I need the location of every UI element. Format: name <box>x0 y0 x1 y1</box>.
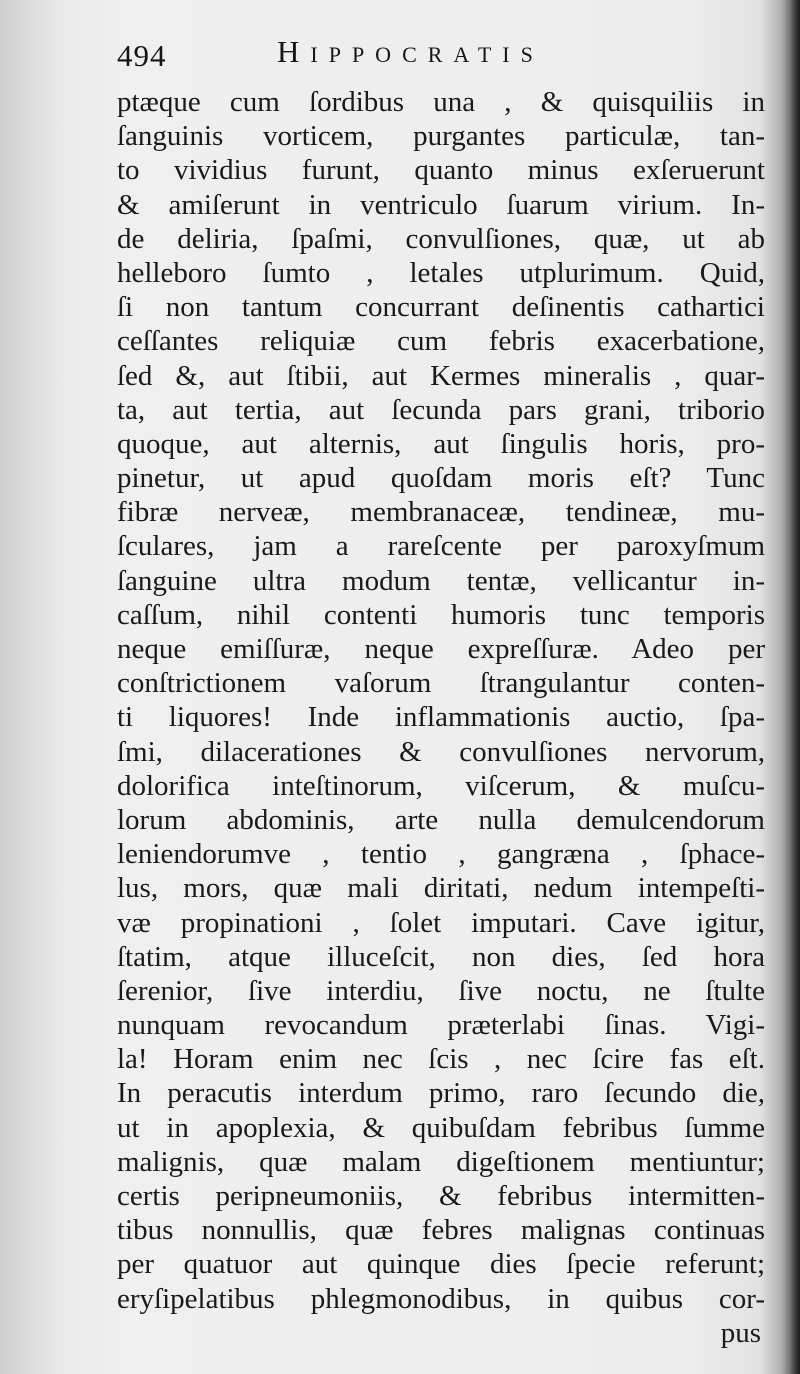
body-text <box>117 85 765 1350</box>
text-line: dolorifica inteſtinorum, viſcerum, & muſcu- <box>117 769 765 802</box>
text-line: quoque, aut alternis, aut ſingulis horis, pro- <box>117 427 765 460</box>
text-line: de deliria, ſpaſmi, convulſiones, quæ, ut ab <box>117 222 765 255</box>
text-line: tibus nonnullis, quæ febres malignas continuas <box>117 1214 765 1247</box>
page-number: 494 <box>117 38 167 73</box>
text-line: ſed &, aut ſtibii, aut Kermes mineralis , quar- <box>117 359 765 392</box>
text-line: helleboro ſumto , letales utplurimum. Quid, <box>117 256 765 289</box>
text-line: ſi non tantum concurrant deſinentis cathartici <box>117 291 765 324</box>
text-line: ptæque cum ſordibus una , & quisquiliis in <box>117 86 765 118</box>
text-line: neque emiſſuræ, neque expreſſuræ. Adeo per <box>117 633 765 665</box>
running-head: Hippocratis <box>277 34 544 69</box>
text-line: nunquam revocandum præterlabi ſinas. Vigi- <box>117 1009 765 1042</box>
text-line: eryſipelatibus phlegmonodibus, in quibus cor- <box>117 1282 765 1315</box>
text-line: ſculares, jam a rareſcente per paroxyſmum <box>117 530 765 563</box>
text-line: malignis, quæ malam digeſtionem mentiuntur; <box>117 1145 765 1178</box>
text-line: fibræ nerveæ, membranaceæ, tendineæ, mu- <box>117 496 765 529</box>
text-line: væ propinationi , ſolet imputari. Cave igitur, <box>117 906 765 939</box>
text-line: ſtatim, atque illuceſcit, non dies, ſed hora <box>117 940 765 973</box>
text-line: & amiſerunt in ventriculo ſuarum virium. In- <box>117 188 765 221</box>
text-line: lus, mors, quæ mali diritati, nedum intempeſti- <box>117 872 765 905</box>
binding-shadow <box>782 0 800 1374</box>
text-line: ceſſantes reliquiæ cum febris exacerbatione, <box>117 325 765 358</box>
text-line: pinetur, ut apud quoſdam moris eſt? Tunc <box>117 462 765 495</box>
text-line: to vividius furunt, quanto minus exſeruerunt <box>117 154 765 187</box>
text-line: lorum abdominis, arte nulla demulcendorum <box>117 803 765 836</box>
text-line: per quatuor aut quinque dies ſpecie referunt; <box>117 1248 765 1281</box>
text-line: leniendorumve , tentio , gangræna , ſphace- <box>117 838 765 871</box>
text-line: In peracutis interdum primo, raro ſecundo die, <box>117 1077 765 1110</box>
text-line: caſſum, nihil contenti humoris tunc temporis <box>117 598 765 631</box>
text-line: conſtrictionem vaſorum ſtrangulantur conten- <box>117 667 765 700</box>
text-line: ta, aut tertia, aut ſecunda pars grani, triborio <box>117 393 765 426</box>
text-line: ſanguine ultra modum tentæ, vellicantur in- <box>117 564 765 597</box>
text-line: certis peripneumoniis, & febribus intermitten- <box>117 1180 765 1212</box>
page-header <box>117 34 757 86</box>
text-line: ti liquores! Inde inflammationis auctio, ſpa- <box>117 701 765 734</box>
text-line: ſmi, dilacerationes & convulſiones nervorum, <box>117 735 765 768</box>
catchword: pus <box>720 1316 761 1349</box>
text-line: ſanguinis vorticem, purgantes particulæ, tan- <box>117 120 765 153</box>
text-line: la! Horam enim nec ſcis , nec ſcire fas eſt. <box>117 1043 765 1076</box>
text-line: ſerenior, ſive interdiu, ſive noctu, ne ſtulte <box>117 974 765 1007</box>
text-line: ut in apoplexia, & quibuſdam febribus ſumme <box>117 1111 765 1144</box>
